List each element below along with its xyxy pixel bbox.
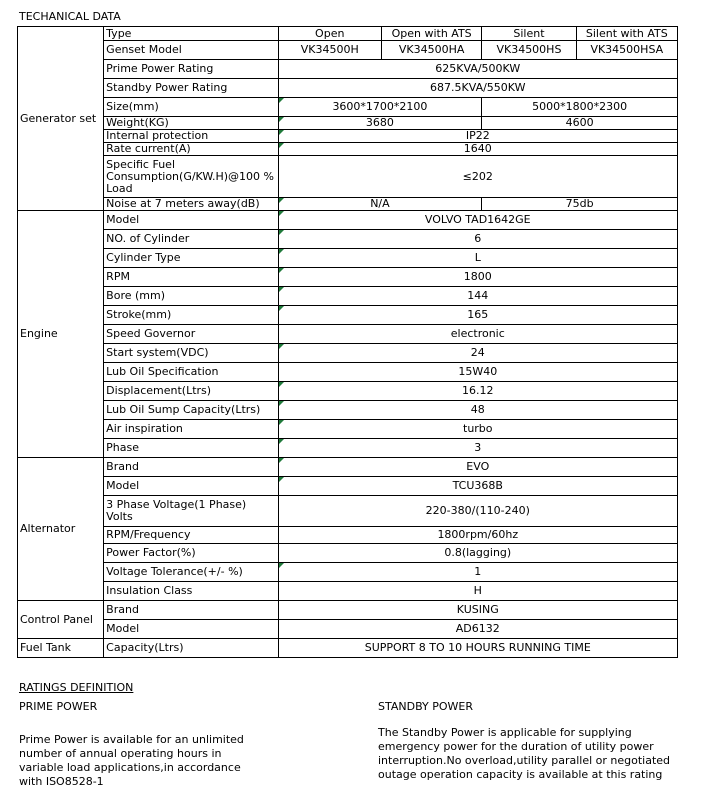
prime-power-value: 625KVA/500KW: [278, 60, 677, 79]
protection-label: Internal protection: [104, 130, 278, 143]
rate-current-value: 1640: [278, 143, 677, 156]
alternator-label: Brand: [104, 458, 278, 477]
table-row-standby-power: [18, 79, 678, 98]
engine-value: electronic: [278, 325, 677, 344]
control-value: KUSING: [278, 601, 677, 620]
section-control-panel: Control Panel: [18, 601, 104, 639]
table-row-fuel-consumption: [18, 156, 678, 198]
protection-value: IP22: [278, 130, 677, 143]
table-row-noise: [18, 198, 678, 211]
fuel-consumption-value: ≤202: [278, 156, 677, 198]
table-row: [18, 527, 678, 544]
rate-current-label: Rate current(A): [104, 143, 278, 156]
engine-value: 48: [278, 401, 677, 420]
engine-value: 165: [278, 306, 677, 325]
size-label: Size(mm): [104, 98, 278, 117]
table-row: [18, 420, 678, 439]
genset-model-open-ats: VK34500HA: [381, 41, 481, 60]
table-row: [18, 287, 678, 306]
table-row: [18, 211, 678, 230]
standby-power-heading: STANDBY POWER: [378, 700, 473, 713]
table-row-weight: [18, 117, 678, 130]
alternator-value: 220-380/(110-240): [278, 496, 677, 527]
ratings-definition-title: RATINGS DEFINITION: [19, 681, 134, 694]
col-open-ats: Open with ATS: [381, 27, 481, 41]
table-row: [18, 344, 678, 363]
technical-data-table: [17, 26, 678, 658]
size-silent: 5000*1800*2300: [482, 98, 678, 117]
alternator-value: EVO: [278, 458, 677, 477]
genset-model-open: VK34500H: [278, 41, 381, 60]
alternator-value: 1: [278, 563, 677, 582]
alternator-label: Insulation Class: [104, 582, 278, 601]
section-alternator: Alternator: [18, 458, 104, 601]
alternator-label: Model: [104, 477, 278, 496]
table-row: [18, 458, 678, 477]
table-row-genset-model: [18, 41, 678, 60]
standby-power-value: 687.5KVA/550KW: [278, 79, 677, 98]
table-row: [18, 601, 678, 620]
standby-power-description: The Standby Power is applicable for supplying emergency power for the duration of utility power interruption.No overload,utility parallel or negotiated outage operation capacity is available at this rating: [378, 726, 671, 781]
section-engine: Engine: [18, 211, 104, 458]
engine-label: NO. of Cylinder: [104, 230, 278, 249]
page-title: TECHANICAL DATA: [19, 10, 121, 23]
engine-label: RPM: [104, 268, 278, 287]
engine-label: Lub Oil Specification: [104, 363, 278, 382]
genset-model-silent-ats: VK34500HSA: [576, 41, 677, 60]
genset-model-label: Genset Model: [104, 41, 278, 60]
alternator-label: 3 Phase Voltage(1 Phase) Volts: [104, 496, 278, 527]
table-row: [18, 268, 678, 287]
engine-value: turbo: [278, 420, 677, 439]
engine-value: 24: [278, 344, 677, 363]
engine-label: Speed Governor: [104, 325, 278, 344]
engine-label: Lub Oil Sump Capacity(Ltrs): [104, 401, 278, 420]
control-label: Model: [104, 620, 278, 639]
col-silent-ats: Silent with ATS: [576, 27, 677, 41]
table-row: [18, 401, 678, 420]
section-fuel-tank: Fuel Tank: [18, 639, 104, 658]
fuel-value: SUPPORT 8 TO 10 HOURS RUNNING TIME: [278, 639, 677, 658]
table-row: [18, 230, 678, 249]
alternator-label: RPM/Frequency: [104, 527, 278, 544]
alternator-value: H: [278, 582, 677, 601]
prime-power-description: Prime Power is available for an unlimited number of annual operating hours in variable load applications,in accordance with ISO8528-1: [19, 733, 244, 788]
weight-open: 3680: [278, 117, 482, 130]
table-row: [18, 563, 678, 582]
engine-value: L: [278, 249, 677, 268]
col-open: Open: [278, 27, 381, 41]
table-row: [18, 496, 678, 527]
col-silent: Silent: [482, 27, 576, 41]
engine-label: Cylinder Type: [104, 249, 278, 268]
table-row: [18, 639, 678, 658]
engine-value: VOLVO TAD1642GE: [278, 211, 677, 230]
alternator-value: 1800rpm/60hz: [278, 527, 677, 544]
engine-value: 6: [278, 230, 677, 249]
table-row: [18, 325, 678, 344]
noise-silent: 75db: [482, 198, 678, 211]
standby-power-label: Standby Power Rating: [104, 79, 278, 98]
fuel-label: Capacity(Ltrs): [104, 639, 278, 658]
table-row: [18, 477, 678, 496]
prime-power-heading: PRIME POWER: [19, 700, 98, 713]
table-row-prime-power: [18, 60, 678, 79]
control-label: Brand: [104, 601, 278, 620]
noise-open: N/A: [278, 198, 482, 211]
table-row: [18, 544, 678, 563]
engine-label: Stroke(mm): [104, 306, 278, 325]
size-open: 3600*1700*2100: [278, 98, 482, 117]
prime-power-label: Prime Power Rating: [104, 60, 278, 79]
engine-label: Start system(VDC): [104, 344, 278, 363]
table-row-size: [18, 98, 678, 117]
engine-label: Air inspiration: [104, 420, 278, 439]
noise-label: Noise at 7 meters away(dB): [104, 198, 278, 211]
table-row-type: [18, 27, 678, 41]
type-label: Type: [104, 27, 278, 41]
genset-model-silent: VK34500HS: [482, 41, 576, 60]
table-row: [18, 306, 678, 325]
engine-value: 3: [278, 439, 677, 458]
engine-value: 15W40: [278, 363, 677, 382]
alternator-label: Voltage Tolerance(+/- %): [104, 563, 278, 582]
table-row: [18, 249, 678, 268]
table-row: [18, 620, 678, 639]
engine-label: Phase: [104, 439, 278, 458]
engine-value: 144: [278, 287, 677, 306]
alternator-value: 0.8(lagging): [278, 544, 677, 563]
section-generator-set: Generator set: [18, 27, 104, 211]
table-row: [18, 363, 678, 382]
alternator-label: Power Factor(%): [104, 544, 278, 563]
weight-label: Weight(KG): [104, 117, 278, 130]
engine-value: 1800: [278, 268, 677, 287]
engine-value: 16.12: [278, 382, 677, 401]
alternator-value: TCU368B: [278, 477, 677, 496]
weight-silent: 4600: [482, 117, 678, 130]
engine-label: Displacement(Ltrs): [104, 382, 278, 401]
table-row: [18, 382, 678, 401]
engine-label: Bore (mm): [104, 287, 278, 306]
engine-label: Model: [104, 211, 278, 230]
table-row-protection: [18, 130, 678, 143]
table-row-rate-current: [18, 143, 678, 156]
table-row: [18, 439, 678, 458]
control-value: AD6132: [278, 620, 677, 639]
fuel-consumption-label: Specific Fuel Consumption(G/KW.H)@100 % Load: [104, 156, 278, 198]
table-row: [18, 582, 678, 601]
